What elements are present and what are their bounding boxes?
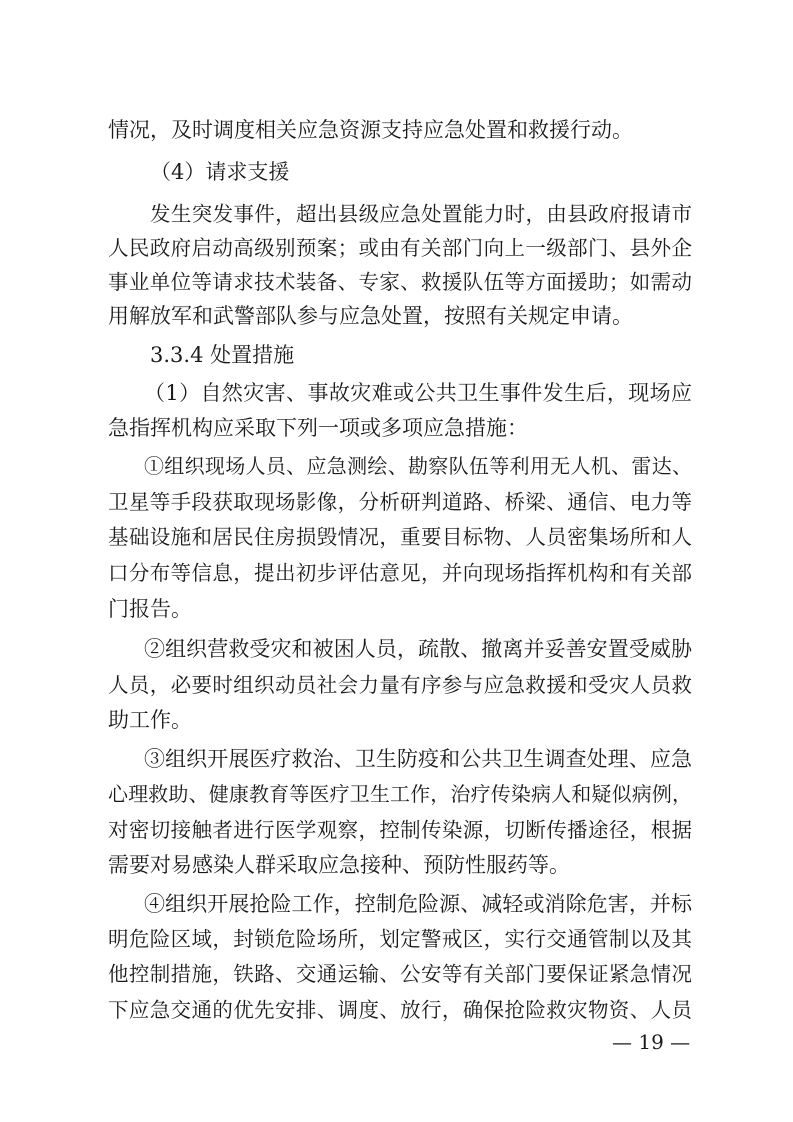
text-line: 基础设施和居民住房损毁情况，重要目标物、人员密集场所和人 (108, 525, 692, 549)
section-heading: （4）请求支援 (150, 160, 290, 184)
page-number: — 19 — (612, 1030, 691, 1054)
text-line: 急指挥机构应采取下列一项或多项应急措施： (108, 416, 528, 440)
text-line: 卫星等手段获取现场影像，分析研判道路、桥梁、通信、电力等 (108, 490, 692, 514)
text-line: 人员，必要时组织动员社会力量有序参与应急救援和受灾人员救 (108, 673, 692, 697)
text-line: ④组织开展抢险工作，控制危险源、减轻或消除危害，并标 (144, 892, 692, 916)
text-line: 下应急交通的优先安排、调度、放行，确保抢险救灾物资、人员 (108, 998, 692, 1022)
text-line: ②组织营救受灾和被困人员，疏散、撤离并妥善安置受威胁 (144, 637, 692, 661)
text-line: 对密切接触者进行医学观察，控制传染源，切断传播途径，根据 (108, 818, 692, 842)
text-line: 事业单位等请求技术装备、专家、救援队伍等方面援助；如需动 (108, 270, 692, 294)
text-line: 助工作。 (108, 708, 192, 732)
text-line: ③组织开展医疗救治、卫生防疫和公共卫生调查处理、应急 (144, 747, 692, 771)
text-line: （1）自然灾害、事故灾难或公共卫生事件发生后，现场应 (144, 381, 692, 405)
text-line: 需要对易感染人群采取应急接种、预防性服药等。 (108, 853, 570, 877)
text-line: 发生突发事件，超出县级应急处置能力时，由县政府报请市 (150, 202, 692, 226)
text-line: 用解放军和武警部队参与应急处置，按照有关规定申请。 (108, 304, 633, 328)
text-line: 人民政府启动高级别预案；或由有关部门向上一级部门、县外企 (108, 236, 692, 260)
text-line: ①组织现场人员、应急测绘、勘察队伍等利用无人机、雷达、 (144, 454, 692, 478)
section-heading: 3.3.4 处置措施 (150, 343, 295, 367)
text-line: 口分布等信息，提出初步评估意见，并向现场指挥机构和有关部 (108, 561, 692, 585)
text-line: 心理救助、健康教育等医疗卫生工作，治疗传染病人和疑似病例， (108, 782, 692, 806)
text-line: 他控制措施，铁路、交通运输、公安等有关部门要保证紧急情况 (108, 962, 692, 986)
text-line: 情况，及时调度相关应急资源支持应急处置和救援行动。 (108, 118, 633, 142)
text-line: 明危险区域，封锁危险场所，划定警戒区，实行交通管制以及其 (108, 927, 692, 951)
text-line: 门报告。 (108, 597, 192, 621)
